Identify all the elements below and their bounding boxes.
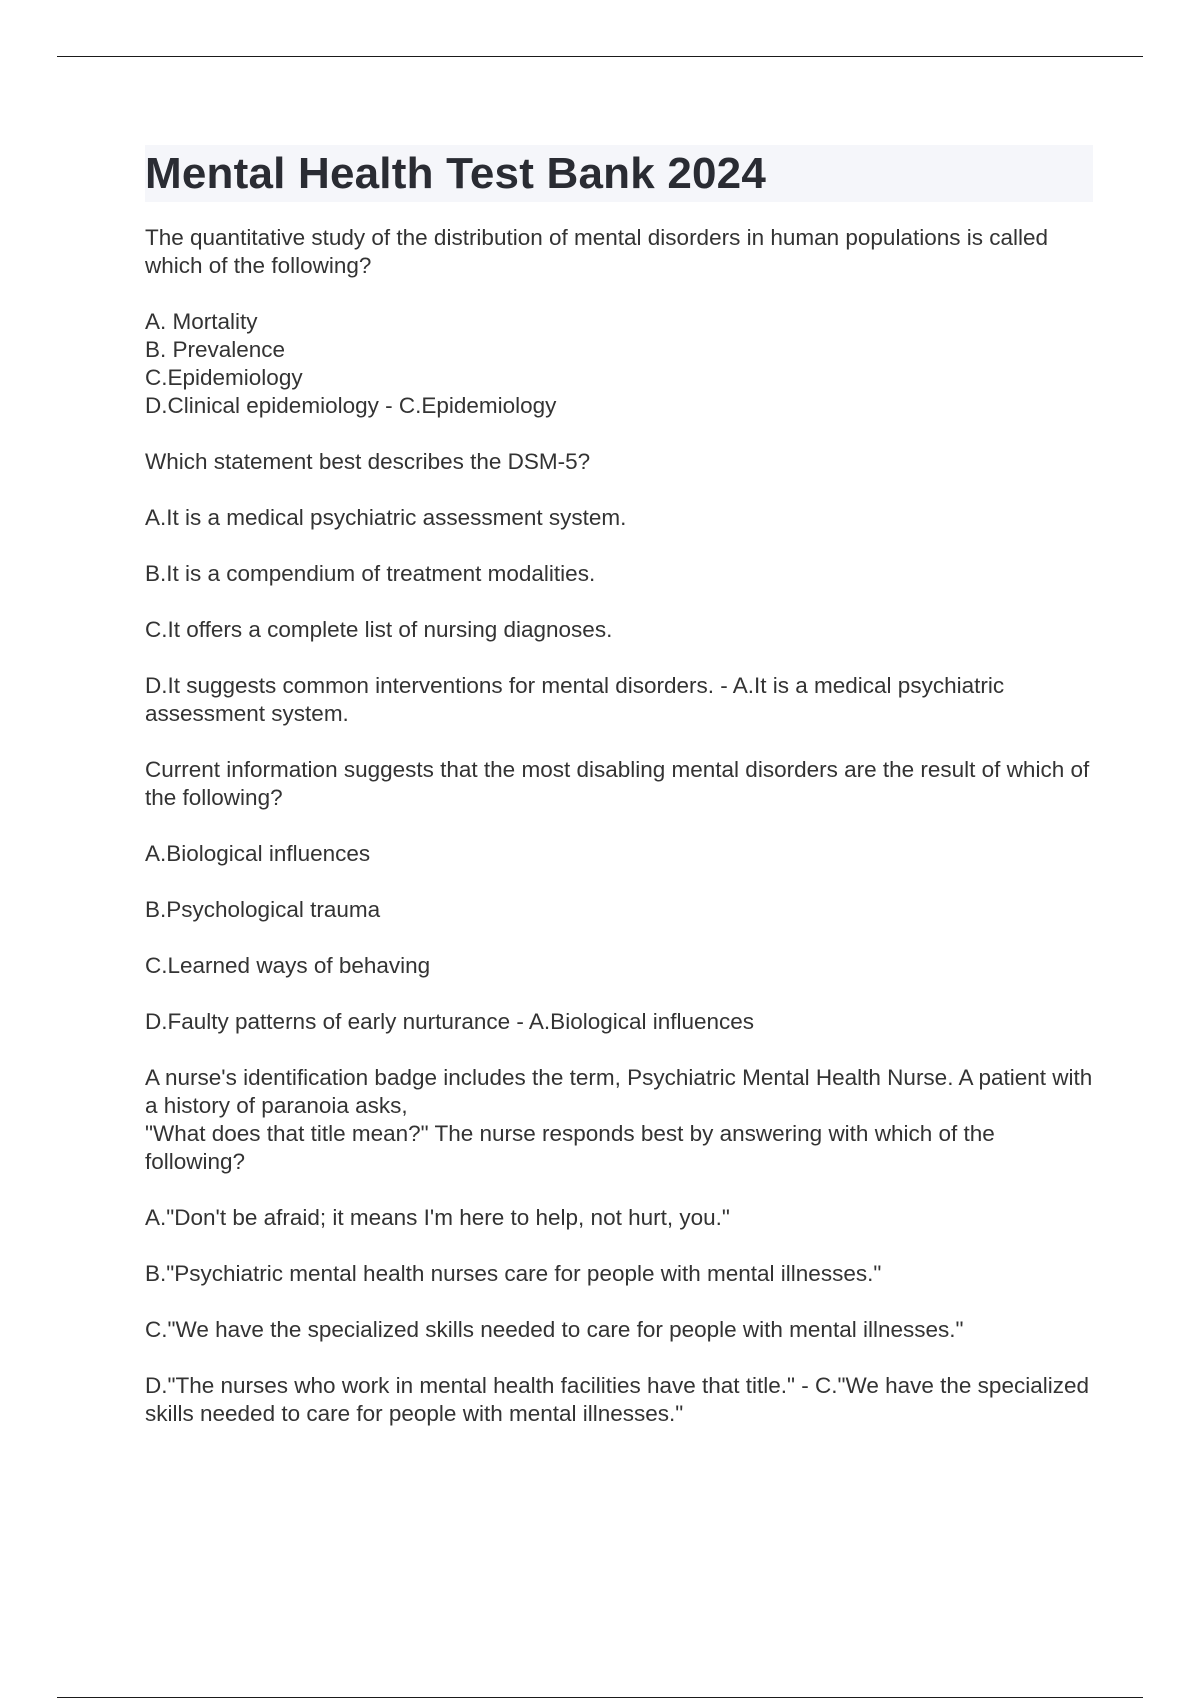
option-a: A.Biological influences [145, 841, 371, 866]
option-c: C."We have the specialized skills needed to care for people with mental illnesses." [145, 1317, 964, 1342]
option-a: A."Don't be afraid; it means I'm here to help, not hurt, you." [145, 1205, 730, 1230]
option-d-answer: D.Clinical epidemiology - C.Epidemiology [145, 393, 557, 418]
option-b: B.Psychological trauma [145, 897, 381, 922]
option-a: A.It is a medical psychiatric assessment system. [145, 505, 627, 530]
option-c: C.It offers a complete list of nursing diagnoses. [145, 617, 613, 642]
document-body [145, 145, 1093, 1456]
question-2: Which statement best describes the DSM-5? [145, 449, 591, 474]
question-3: Current information suggests that the most disabling mental disorders are the result of which of the following? [145, 757, 1090, 810]
option-d-answer: D.Faulty patterns of early nurturance - A.Biological influences [145, 1009, 755, 1034]
option-c: C.Learned ways of behaving [145, 953, 431, 978]
option-a: A. Mortality [145, 309, 258, 334]
option-b: B.It is a compendium of treatment modalities. [145, 561, 596, 586]
page-title: Mental Health Test Bank 2024 [145, 148, 766, 198]
option-c: C.Epidemiology [145, 365, 303, 390]
option-b: B."Psychiatric mental health nurses care for people with mental illnesses." [145, 1261, 882, 1286]
top-rule [57, 56, 1143, 57]
title-bar [145, 145, 1093, 202]
question-4-line-2: "What does that title mean?" The nurse responds best by answering with which of the following? [145, 1121, 995, 1174]
option-d-answer: D."The nurses who work in mental health facilities have that title." - C."We have the specialized skills needed to care for people with mental illnesses." [145, 1373, 1089, 1426]
option-b: B. Prevalence [145, 337, 286, 362]
question-1-options [145, 308, 1093, 420]
option-d-answer: D.It suggests common interventions for mental disorders. - A.It is a medical psychiatric assessment system. [145, 673, 1005, 726]
question-1: The quantitative study of the distribution of mental disorders in human populations is called which of the following? [145, 225, 1049, 278]
bottom-rule [57, 1697, 1143, 1698]
question-4-line-1: A nurse's identification badge includes the term, Psychiatric Mental Health Nurse. A patient with a history of paranoia asks, [145, 1065, 1093, 1118]
question-4 [145, 1064, 1093, 1176]
